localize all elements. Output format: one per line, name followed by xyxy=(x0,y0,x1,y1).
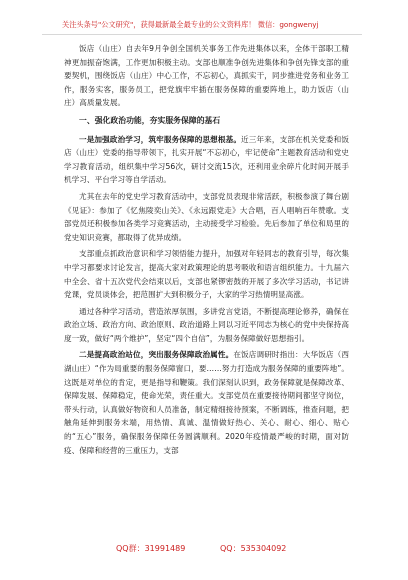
paragraph-lead: 一是加强政治学习，筑牢服务保障的思想根基。 xyxy=(79,134,242,144)
paragraph-history-study: 尤其在去年的党史学习教育活动中，支部党员表现非常活跃，积极参演了舞台剧《见证》：参加了《忆焦陵奕山关》、《永远跟党走》大合唱，百人唱响百年赞歌。支部党员还积极参加各类学习竞赛活动，主动接受学习检验。先后参加了单位和局里的党史知识竞赛，都取得了优异成绩。 xyxy=(64,191,349,242)
section-heading-1: 一、强化政治功能，夯实服务保障的基石 xyxy=(79,115,221,125)
contact-footer xyxy=(0,543,408,557)
paragraph-lead: 二是提高政治站位，突出服务保障政治属性。 xyxy=(79,350,234,360)
paragraph-stance xyxy=(64,348,349,457)
paragraph-atmosphere: 通过各种学习活动，营造浓厚氛围，多讲党言党语，不断提高理论修养，确保在政治立场、政治方向、政治原则、政治道路上同以习近平同志为核心的党中央保持高度一致，做好“两个维护”，坚定“四个自信”，为服务保障做好思想指引。 xyxy=(64,306,349,343)
header-divider xyxy=(42,34,362,35)
promo-header: 关注头条号"公文研究"，获得最新最全最专业的公文资料库！ 微信：gongwenyj xyxy=(62,20,319,29)
paragraph-intro: 饭店（山庄）自去年9月争创全国机关事务工作先进集体以来，全体干部职工精神更加振奋饱满，工作更加积极主动。支部也顺准争创先进集体和争创先锋支部的重要契机，围绕饭店（山庄）中心工作，不忘初心，真抓实干，同步推进党务和业务工作，服务实客，服务员工，把党旗牢牢插在服务保障的重要阵地上，助力饭店（山庄）高质量发展。 xyxy=(64,44,349,108)
paragraph-youth: 支部重点抓政治意识和学习领悟能力提升，加强对年轻同志的教育引导，每次集中学习都要求讨论发言，提高大家对政策理论的思考吸收和语言组织能力。十九届六中全会、省十五次党代会结束以后，支部也紧锣密鼓的开展了多次学习活动，书记讲党课，党员谈体会，把范围扩大到积极分子，大家的学习热情明显高涨。 xyxy=(64,249,349,300)
document-body xyxy=(64,42,349,460)
paragraph-text: 近三年来，支部在机关党委和饭店（山庄）党委的指导带领下，扎实开展“不忘初心，牢记使命”主题教育活动和党史学习教育活动，组织集中学习56次，研讨交流15次，还利用业余碎片化时间开展手机学习、平台学习等自学活动。 xyxy=(64,134,349,185)
paragraph-text: 在饭店调研时指出：大华饭店（西湖山庄）“作为局重要的服务保障窗口，要……努力打造成为服务保障的重要阵地”。这既是对单位的肯定，更是指导和鞭策。我们深刻认识到，政务保障就是保障改革、保障发展、保障稳定，使命光荣，责任重大。支部党员在重要接待期间都坚守岗位，带头行动，认真做好物资和人员准备，制定精细接待预案，不断调练，推查问题，把触角延伸到服务末端，用热情、真诚、温情做好热心、关心、耐心、细心、贴心的“五心”服务，确保服务保障任务圆满顺利。2020年疫情最严峻的时期，面对防疫、保障和经营的三重压力，支部 xyxy=(64,350,349,455)
qq-number: QQ：535304092 xyxy=(220,544,287,553)
qq-group-number: QQ群：31991489 xyxy=(116,544,186,553)
paragraph-study xyxy=(64,133,349,187)
